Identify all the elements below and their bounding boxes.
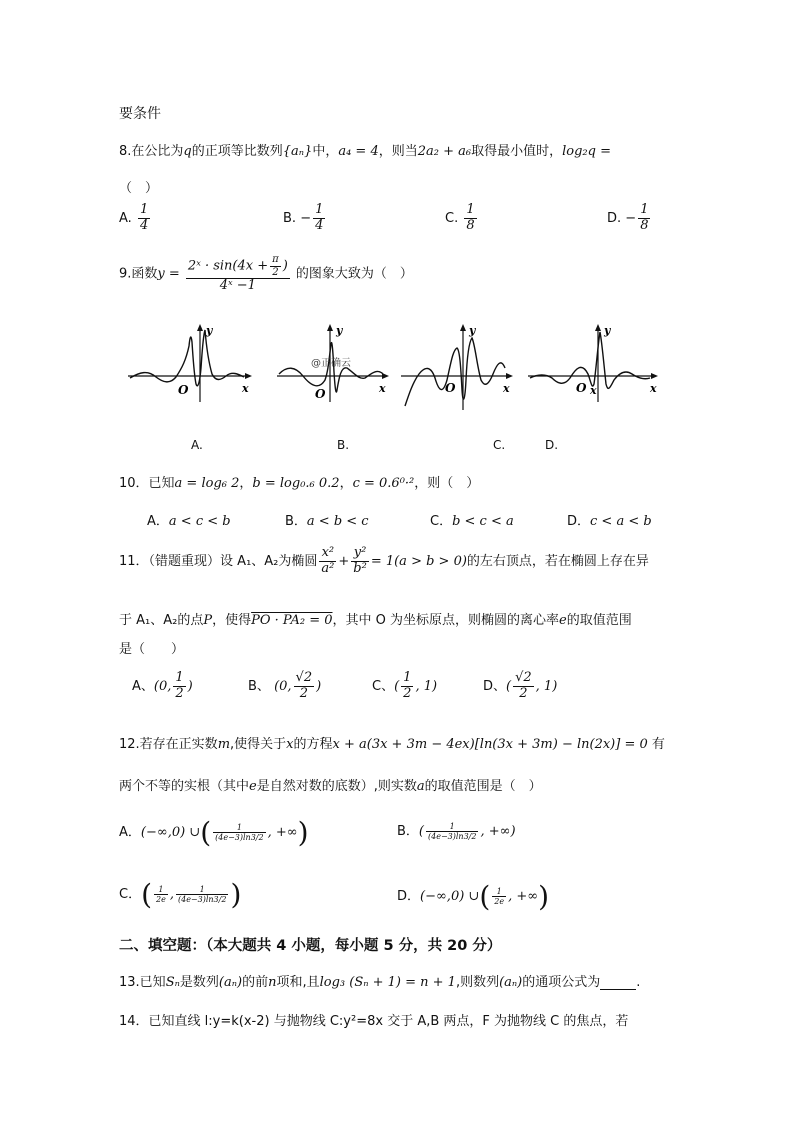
q11-option-d[interactable]: D、( $\frac{√2}{2}$ , 1) <box>483 670 558 701</box>
question-8-stem: 8.在公比为q的正项等比数列{aₙ}中，a₄ = 4，则当2a₂ + a₆取得最小值时，log₂q = <box>119 144 611 159</box>
graph-b-x-label: x <box>379 382 386 395</box>
q10-option-d[interactable]: D．c < a < b <box>567 514 652 529</box>
q9-graph-b[interactable] <box>275 322 395 404</box>
q9-graph-a[interactable] <box>126 322 261 404</box>
graph-d-x-label: x <box>650 382 657 395</box>
graph-b-origin-label: O <box>315 387 326 401</box>
q9-graph-d[interactable] <box>526 322 666 404</box>
q9-label-a: A. <box>191 438 203 452</box>
question-12-line2: 两个不等的实根（其中e是自然对数的底数）,则实数a的取值范围是（ ） <box>119 779 542 794</box>
q12-option-d[interactable]: D．(−∞,0) ∪( $\frac{1}{2e}$ , +∞) <box>397 880 550 913</box>
q10-option-a[interactable]: A．a < c < b <box>147 514 231 529</box>
question-11-stem: 11．（错题重现）设 A₁、A₂为椭圆 $\frac{\text{x²}}{\text{a²}}$ + $\frac{\text{y²}}{\text{b²}}$ = 1(a > b > 0)的左右顶点，若在椭圆上存在异 <box>119 545 649 576</box>
question-11-line3: 是（ ） <box>119 642 185 657</box>
q8-option-b[interactable]: B. − $\frac{1}{4}$ <box>283 202 324 233</box>
q9-label-b: B. <box>337 438 350 452</box>
graph-a-x-label: x <box>242 382 249 395</box>
q9-label-c: C. <box>493 438 506 452</box>
q8-option-a[interactable]: A. $\frac{1}{4}$ <box>119 202 149 233</box>
q11-option-a[interactable]: A、(0, $\frac{1}{2}$ ) <box>132 670 193 701</box>
q13-answer-blank[interactable] <box>600 977 636 990</box>
graph-d-y-label: y <box>604 324 611 337</box>
q12-option-a[interactable]: A．(−∞,0) ∪( $\frac{1}{(4e-3)\ln 3/2}$ , +∞) <box>119 816 309 849</box>
graph-c-x-label: x <box>503 382 510 395</box>
q10-option-c[interactable]: C．b < c < a <box>430 514 514 529</box>
question-12-stem: 12.若存在正实数m,使得关于x的方程x + a(3x + 3m − 4ex)[ln(3x + 3m) − ln(2x)] = 0 有 <box>119 737 665 752</box>
question-9-stem: 9.函数y = 2ˣ · sin(4x + $\frac{\pi}{2}$ ) 4ˣ −1 的图象大致为（ ） <box>119 254 413 293</box>
question-11-line2: 于 A₁、A₂的点P，使得PO · PA₂ = 0，其中 O 为坐标原点，则椭圆的离心率e的取值范围 <box>119 613 632 628</box>
graph-b-y-label: y <box>336 324 343 337</box>
graph-d-x-near-origin: x <box>590 384 597 397</box>
question-13-stem: 13.已知Sₙ是数列(aₙ)的前n项和,且log₃ (Sₙ + 1) = n + 1,则数列(aₙ)的通项公式为 . <box>119 975 641 990</box>
q12-option-c[interactable]: C．( $\frac{1}{2e}$ , $\frac{1}{(4e-3)\ln 3/2}$ ) <box>119 878 242 911</box>
question-8-paren: （ ） <box>119 181 159 196</box>
q9-function-fraction: 2ˣ · sin(4x + $\frac{\pi}{2}$ ) 4ˣ −1 <box>187 254 288 293</box>
continuation-text: 要条件 <box>119 106 161 122</box>
q10-option-b[interactable]: B．a < b < c <box>285 514 369 529</box>
graph-a-origin-label: O <box>178 383 189 397</box>
section-2-heading: 二、填空题：（本大题共 4 小题，每小题 5 分，共 20 分） <box>119 938 502 954</box>
q11-option-b[interactable]: B、 (0, $\frac{√2}{2}$ ) <box>248 670 322 701</box>
graph-c-origin-label: O <box>445 381 456 395</box>
graph-a-y-label: y <box>206 324 213 337</box>
q8-option-c[interactable]: C. $\frac{1}{8}$ <box>445 202 475 233</box>
graph-b-watermark: @正确云 <box>311 358 351 369</box>
q11-option-c[interactable]: C、( $\frac{1}{2}$ , 1) <box>372 670 438 701</box>
q9-graph-c[interactable] <box>399 322 521 412</box>
question-10-stem: 10．已知a = log₆ 2，b = log₀.₆ 0.2，c = 0.6⁰·²，则（ ） <box>119 476 480 491</box>
question-14-stem: 14．已知直线 l:y=k(x-2) 与抛物线 C:y²=8x 交于 A,B 两点，F 为抛物线 C 的焦点，若 <box>119 1014 629 1029</box>
graph-d-origin-label: O <box>576 381 587 395</box>
q8-option-d[interactable]: D. − $\frac{1}{8}$ <box>607 202 649 233</box>
q12-option-b[interactable]: B．( $\frac{1}{(4e-3)\ln 3/2}$ , +∞) <box>397 821 516 841</box>
graph-c-y-label: y <box>469 324 476 337</box>
q9-label-d: D. <box>545 438 559 452</box>
